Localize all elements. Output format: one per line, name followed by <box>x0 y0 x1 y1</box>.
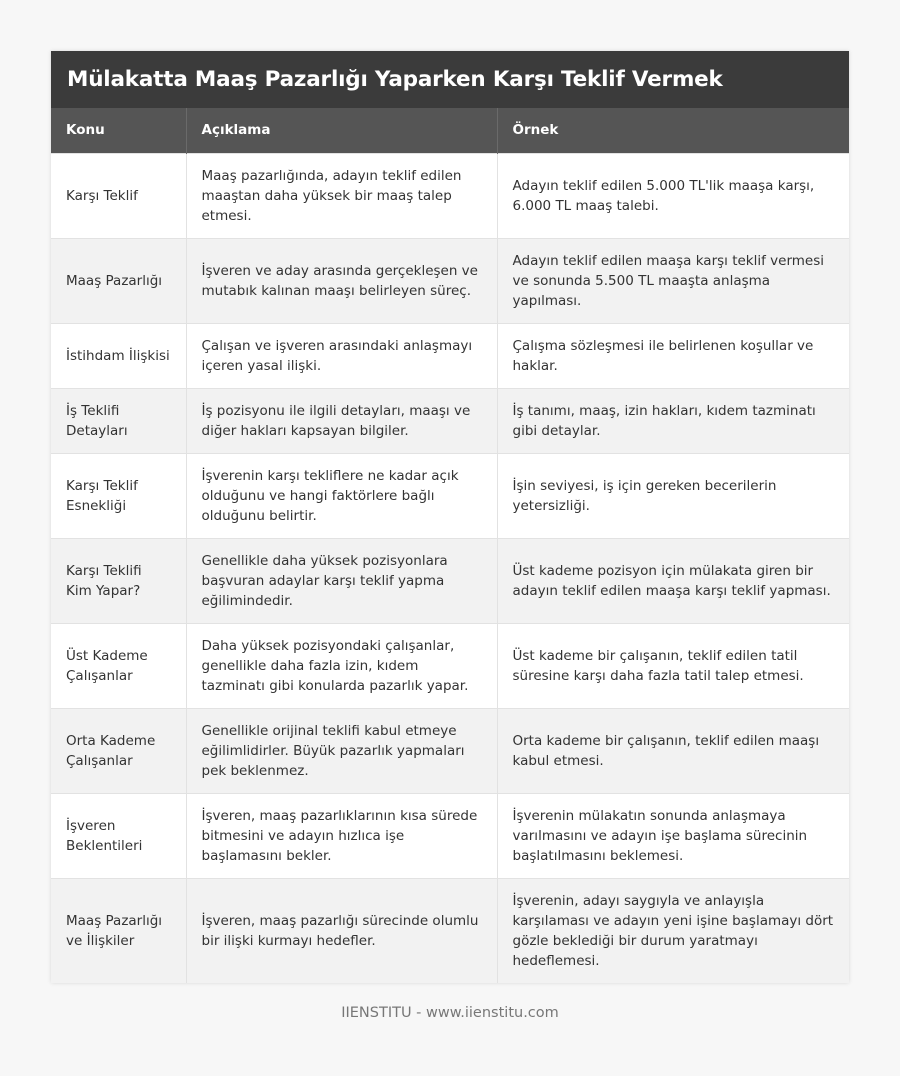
cell-ornek: Üst kademe pozisyon için mülakata giren bir adayın teklif edilen maaşa karşı teklif yapması. <box>497 538 849 623</box>
cell-konu: Karşı Teklifi Kim Yapar? <box>51 538 186 623</box>
cell-konu: Orta Kademe Çalışanlar <box>51 708 186 793</box>
table-row <box>51 153 849 238</box>
cell-konu: İş Teklifi Detayları <box>51 388 186 453</box>
cell-ornek: Üst kademe bir çalışanın, teklif edilen tatil süresine karşı daha fazla tatil talep etmesi. <box>497 623 849 708</box>
cell-aciklama: Maaş pazarlığında, adayın teklif edilen maaştan daha yüksek bir maaş talep etmesi. <box>186 153 497 238</box>
column-header-aciklama: Açıklama <box>186 108 497 153</box>
cell-ornek: Adayın teklif edilen 5.000 TL'lik maaşa karşı, 6.000 TL maaş talebi. <box>497 153 849 238</box>
cell-ornek: İşverenin, adayı saygıyla ve anlayışla karşılaması ve adayın yeni işine başlamayı dört gözle beklediği bir durum yaratmayı hedeflemesi. <box>497 878 849 983</box>
table-title: Mülakatta Maaş Pazarlığı Yaparken Karşı Teklif Vermek <box>67 67 723 92</box>
column-header-konu: Konu <box>51 108 186 153</box>
header-row <box>51 108 849 153</box>
cell-ornek: Orta kademe bir çalışanın, teklif edilen maaşı kabul etmesi. <box>497 708 849 793</box>
cell-ornek: Adayın teklif edilen maaşa karşı teklif vermesi ve sonunda 5.500 TL maaşta anlaşma yapılması. <box>497 238 849 323</box>
cell-ornek: Çalışma sözleşmesi ile belirlenen koşullar ve haklar. <box>497 323 849 388</box>
table-row <box>51 793 849 878</box>
cell-konu: Maaş Pazarlığı <box>51 238 186 323</box>
cell-konu: Karşı Teklif Esnekliği <box>51 453 186 538</box>
table-row <box>51 323 849 388</box>
cell-aciklama: Genellikle daha yüksek pozisyonlara başvuran adaylar karşı teklif yapma eğilimindedir. <box>186 538 497 623</box>
table-row <box>51 878 849 983</box>
cell-aciklama: Çalışan ve işveren arasındaki anlaşmayı içeren yasal ilişki. <box>186 323 497 388</box>
cell-konu: İşveren Beklentileri <box>51 793 186 878</box>
cell-aciklama: Daha yüksek pozisyondaki çalışanlar, genellikle daha fazla izin, kıdem tazminatı gibi konularda pazarlık yapar. <box>186 623 497 708</box>
table-row <box>51 453 849 538</box>
cell-ornek: İş tanımı, maaş, izin hakları, kıdem tazminatı gibi detaylar. <box>497 388 849 453</box>
cell-konu: Maaş Pazarlığı ve İlişkiler <box>51 878 186 983</box>
cell-ornek: İşverenin mülakatın sonunda anlaşmaya varılmasını ve adayın işe başlama sürecinin başlatılmasını beklemesi. <box>497 793 849 878</box>
table-row <box>51 388 849 453</box>
cell-aciklama: İşveren ve aday arasında gerçekleşen ve mutabık kalınan maaşı belirleyen süreç. <box>186 238 497 323</box>
cell-konu: İstihdam İlişkisi <box>51 323 186 388</box>
table-row <box>51 538 849 623</box>
data-table <box>51 108 849 983</box>
cell-aciklama: İşveren, maaş pazarlıklarının kısa sürede bitmesini ve adayın hızlıca işe başlamasını bekler. <box>186 793 497 878</box>
cell-aciklama: İş pozisyonu ile ilgili detayları, maaşı ve diğer hakları kapsayan bilgiler. <box>186 388 497 453</box>
footer-credit: IIENSTITU - www.iienstitu.com <box>341 1005 559 1021</box>
cell-konu: Üst Kademe Çalışanlar <box>51 623 186 708</box>
cell-konu: Karşı Teklif <box>51 153 186 238</box>
cell-ornek: İşin seviyesi, iş için gereken becerilerin yetersizliği. <box>497 453 849 538</box>
table-row <box>51 623 849 708</box>
cell-aciklama: İşveren, maaş pazarlığı sürecinde olumlu bir ilişki kurmayı hedefler. <box>186 878 497 983</box>
column-header-ornek: Örnek <box>497 108 849 153</box>
table-row <box>51 708 849 793</box>
cell-aciklama: Genellikle orijinal teklifi kabul etmeye eğilimlidirler. Büyük pazarlık yapmaları pek beklenmez. <box>186 708 497 793</box>
table-card <box>51 51 849 983</box>
title-bar <box>51 51 849 108</box>
cell-aciklama: İşverenin karşı tekliflere ne kadar açık olduğunu ve hangi faktörlere bağlı olduğunu belirtir. <box>186 453 497 538</box>
table-row <box>51 238 849 323</box>
